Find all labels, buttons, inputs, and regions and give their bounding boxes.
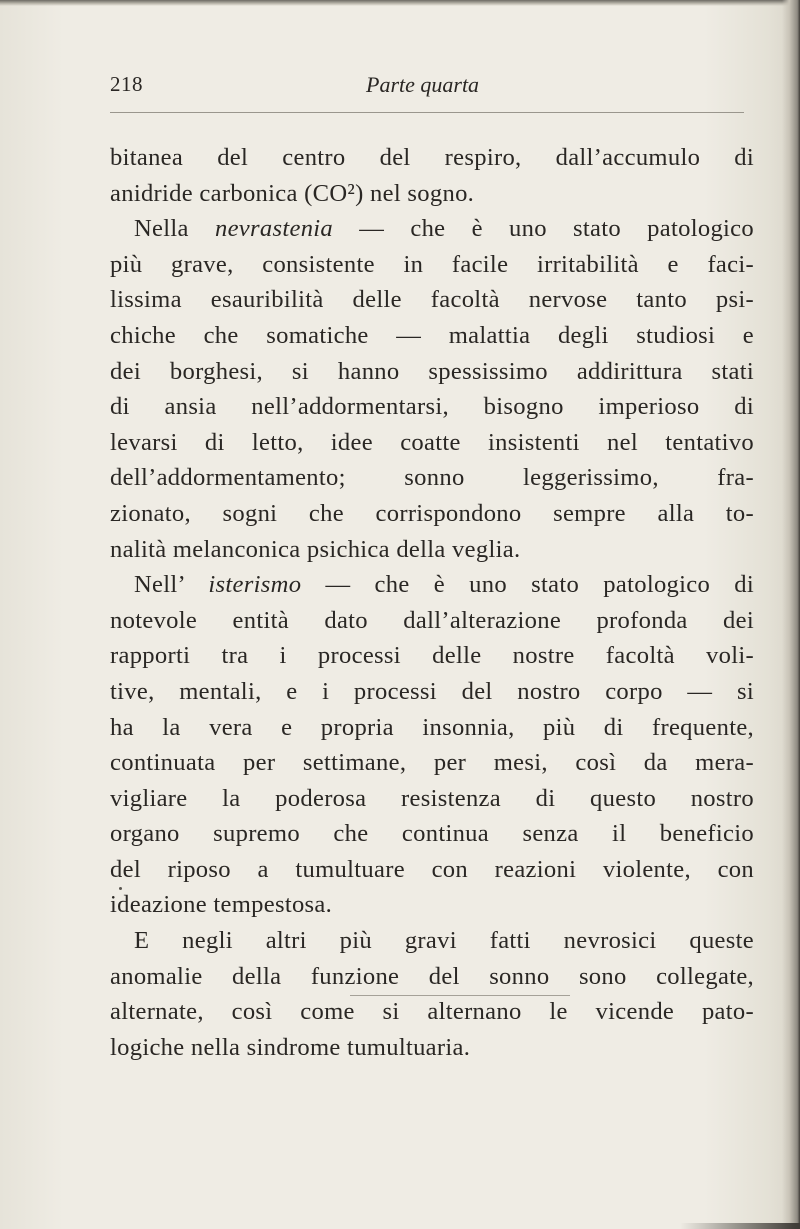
page-header	[110, 72, 750, 108]
text-line: continuata per settimane, per mesi, così da mera-	[110, 749, 754, 777]
text-run: — che è uno stato patologico di	[301, 571, 755, 599]
text-line: del riposo a tumultuare con reazioni violente, con	[110, 855, 754, 883]
text-line: alternate, così come si alternano le vicende pato-	[110, 998, 754, 1026]
text-line: zionato, sogni che corrispondono sempre alla to-	[110, 499, 754, 527]
text-line: organo supremo che continua senza il beneficio	[110, 820, 754, 848]
text-line: ideazione tempestosa.	[110, 891, 333, 919]
term-isterismo: isterismo	[208, 571, 302, 599]
header-rule	[110, 112, 744, 113]
text-line: vigliare la poderosa resistenza di questo nostro	[110, 784, 754, 812]
text-line	[110, 567, 754, 603]
text-line: dei borghesi, si hanno spessissimo addirittura stati	[110, 357, 754, 385]
text-line: ha la vera e propria insonnia, più di frequente,	[110, 713, 754, 741]
text-line: E negli altri più gravi fatti nevrosici queste	[134, 927, 754, 955]
page-bottom-edge	[680, 1223, 800, 1229]
text-run: — che è uno stato patologico	[333, 215, 754, 243]
text-line: anomalie della funzione del sonno sono collegate,	[110, 962, 754, 990]
text-line: dell’addormentamento; sonno leggerissimo, fra-	[110, 464, 754, 492]
text-line: notevole entità dato dall’alterazione profonda dei	[110, 606, 754, 634]
text-line: chiche che somatiche — malattia degli studiosi e	[110, 321, 754, 349]
text-line	[110, 211, 754, 247]
text-line: levarsi di letto, idee coatte insistenti nel tentativo	[110, 428, 754, 456]
text-line: di ansia nell’addormentarsi, bisogno imperioso di	[110, 393, 754, 421]
page-gutter-shadow	[782, 0, 800, 1229]
text-line: tive, mentali, e i processi del nostro corpo — si	[110, 677, 754, 705]
text-line: nalità melanconica psichica della veglia.	[110, 535, 521, 563]
page-number: 218	[110, 72, 143, 96]
footer-rule	[350, 995, 570, 996]
text-line: anidride carbonica (CO²) nel sogno.	[110, 179, 475, 207]
text-line: più grave, consistente in facile irritabilità e faci-	[110, 250, 754, 278]
text-run: Nella	[134, 215, 215, 243]
running-head: Parte quarta	[366, 72, 480, 97]
text-line: bitanea del centro del respiro, dall’accumulo di	[110, 144, 754, 171]
page-top-edge	[0, 0, 800, 6]
text-line: rapporti tra i processi delle nostre facoltà voli-	[110, 642, 754, 670]
text-line: lissima esauribilità delle facoltà nervose tanto psi-	[110, 286, 754, 314]
body-text	[110, 140, 754, 1065]
text-line: logiche nella sindrome tumultuaria.	[110, 1033, 471, 1061]
text-run: Nell’	[134, 571, 209, 599]
print-speck	[119, 887, 122, 890]
term-nevrastenia: nevrastenia	[214, 215, 334, 243]
